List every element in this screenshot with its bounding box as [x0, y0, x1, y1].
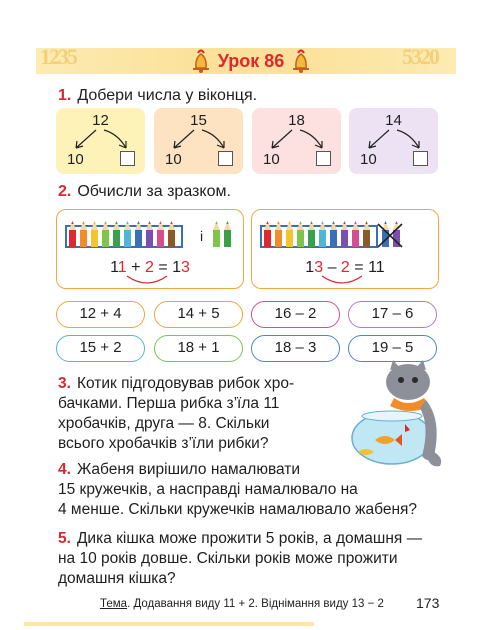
split-top-number: 15 [190, 112, 207, 129]
split-top-number: 12 [92, 112, 109, 129]
exercise-pill: 19 – 5 [348, 335, 437, 362]
task5-line: домашня кішка? [58, 570, 176, 587]
task3-line: бачками. Перша рибка з’їла 11 [58, 395, 280, 412]
pencil-bundle-crossed-icon [260, 220, 432, 248]
number-split-box [349, 108, 438, 174]
split-left-number: 10 [263, 151, 280, 168]
cat-fishbowl-illustration [330, 360, 450, 470]
example1-arc [123, 274, 171, 286]
answer-box[interactable] [413, 151, 428, 166]
exercise-pill: 18 – 3 [251, 335, 340, 362]
exercise-pill: 16 – 2 [251, 301, 340, 328]
split-left-number: 10 [165, 151, 182, 168]
header-deco-left: 1235 [40, 44, 76, 69]
task2-number: 2. [58, 183, 72, 200]
task3-line: 3. Котик підгодовував рибок хро- [58, 375, 295, 392]
exercise-pill: 17 – 6 [348, 301, 437, 328]
task2-text: Обчисли за зразком. [77, 183, 231, 200]
task4-problem [58, 460, 417, 520]
exercise-pill: 12 + 4 [56, 301, 145, 328]
example1-conj: і [200, 228, 204, 244]
task4-line: 4 менше. Скільки кружечків намалювало жабеня? [58, 501, 418, 518]
bell-icon [190, 48, 212, 74]
exercise-pill: 18 + 1 [154, 335, 243, 362]
task4-line: 15 кружечків, а насправді намалювало на [58, 481, 358, 498]
example2-equation: 13 – 2 = 11 [305, 259, 385, 276]
example-frame-addition [56, 209, 244, 289]
task3-line: хробачків, друга — 8. Скільки [58, 415, 270, 432]
exercise-pill: 15 + 2 [56, 335, 145, 362]
task5-problem [58, 529, 422, 589]
page-number: 173 [416, 595, 440, 611]
answer-box[interactable] [218, 151, 233, 166]
split-top-number: 18 [288, 112, 305, 129]
lesson-title-wrap [0, 47, 502, 75]
task4-line: 4. Жабеня вирішило намалювати [58, 461, 301, 478]
split-left-number: 10 [67, 151, 84, 168]
task1-number: 1. [58, 87, 72, 104]
pencil-bundle-icon [65, 220, 237, 248]
number-split-box [154, 108, 243, 174]
split-top-number: 14 [385, 112, 402, 129]
answer-box[interactable] [316, 151, 331, 166]
number-split-box [252, 108, 341, 174]
task3-line: всього хробачків з’їли рибки? [58, 435, 269, 452]
example1-equation: 11 + 2 = 13 [110, 259, 190, 276]
bottom-decor-bar [24, 622, 314, 626]
footer-topic: Тема. Додавання виду 11 + 2. Віднімання виду 13 − 2 [100, 598, 384, 610]
example-frame-subtraction [251, 209, 439, 289]
header-deco-right: 5320 [402, 44, 438, 69]
bell-icon [290, 48, 312, 74]
task3-problem [58, 374, 322, 454]
task1-text: Добери числа у віконця. [77, 87, 258, 104]
task5-line: на 10 років довше. Скільки років може прожити [58, 550, 398, 567]
split-left-number: 10 [360, 151, 377, 168]
task5-line: 5. Дика кішка може прожити 5 років, а домашня — [58, 530, 423, 547]
answer-box[interactable] [120, 151, 135, 166]
example2-arc [318, 274, 366, 286]
task2-heading [58, 182, 231, 202]
task1-heading [58, 86, 257, 106]
number-split-box [56, 108, 145, 174]
lesson-title: Урок 86 [217, 50, 285, 71]
exercise-pill: 14 + 5 [154, 301, 243, 328]
